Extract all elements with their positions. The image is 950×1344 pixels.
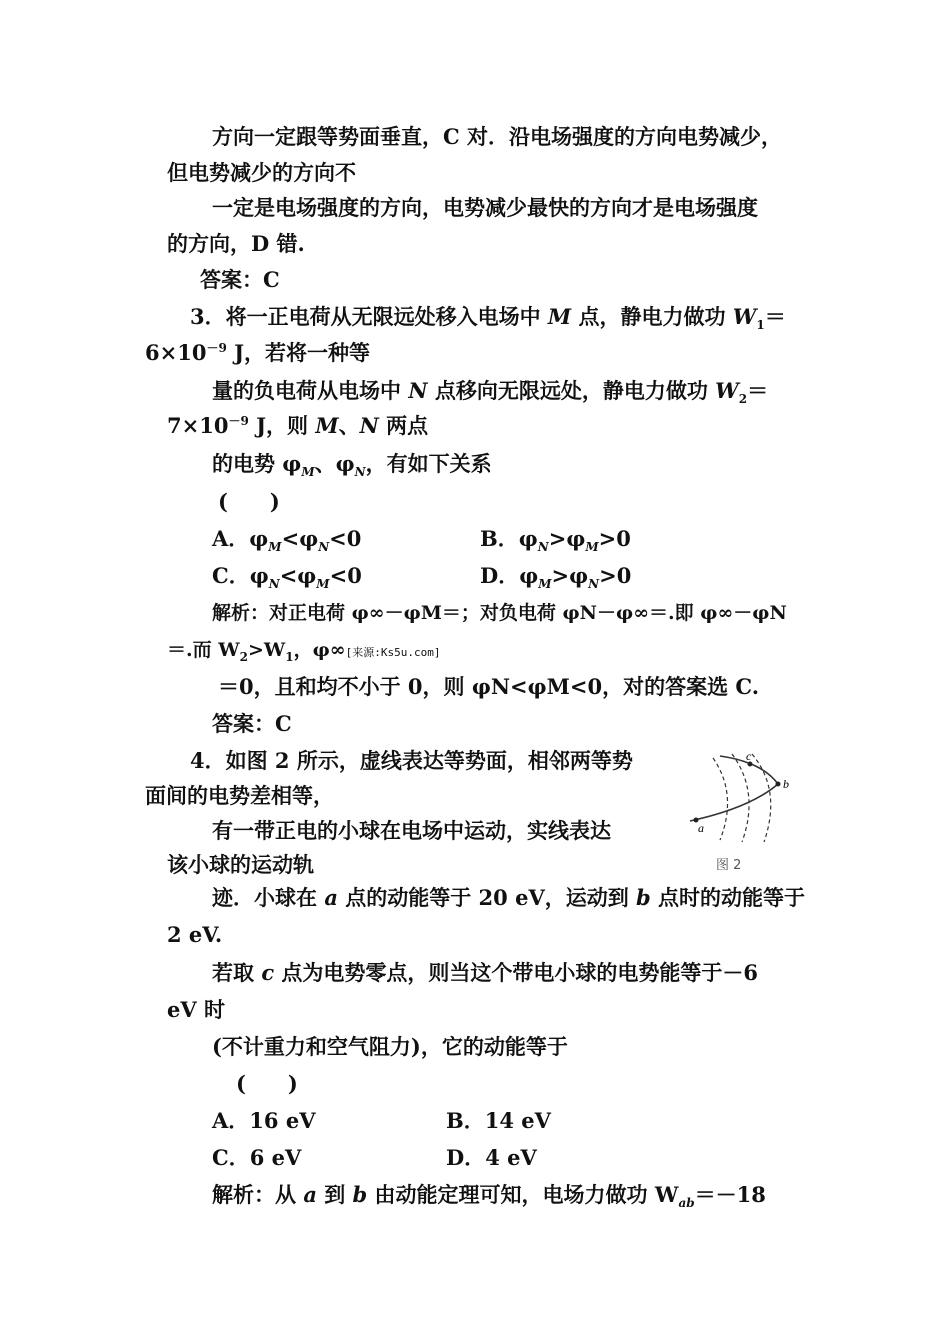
- equipotential-line: [732, 754, 749, 842]
- var-b: b: [352, 1182, 368, 1207]
- question-3-line: [212, 451, 492, 480]
- subscript: N: [537, 540, 549, 555]
- text: 若取: [212, 960, 262, 985]
- text: J，若将一种等: [226, 340, 371, 365]
- text: 解析：从: [212, 1182, 304, 1207]
- subscript: 1: [285, 649, 294, 664]
- text: C．φ: [212, 563, 269, 588]
- label-c: c: [746, 749, 752, 763]
- text: >W: [247, 639, 286, 661]
- option-d: D．4 eV: [446, 1145, 537, 1170]
- text: 迹．小球在: [212, 885, 325, 910]
- text: 由动能定理可知，电场力做功 W: [367, 1182, 679, 1207]
- question-3-line: [190, 304, 786, 333]
- var-M: M: [315, 413, 339, 438]
- text: ，有如下关系: [365, 451, 492, 476]
- figure-caption: 图 2: [716, 858, 742, 873]
- label-b: b: [783, 777, 789, 791]
- text: 3．将一正电荷从无限远处移入电场中: [190, 304, 548, 329]
- text: 点的动能等于 20 eV，运动到: [337, 885, 637, 910]
- text: 量的负电荷从电场中: [212, 378, 409, 403]
- text: 两点: [378, 413, 429, 438]
- text: 的电势 φ: [212, 451, 302, 476]
- var-W: W: [715, 378, 739, 403]
- text: B．φ: [480, 526, 538, 551]
- text: ＝: [764, 304, 786, 329]
- source-note: [来源:Ks5u.com]: [345, 646, 441, 659]
- text-line: 一定是电场强度的方向，电势减少最快的方向才是电场强度: [212, 195, 758, 220]
- option-d: [480, 563, 632, 592]
- var-a: a: [303, 1182, 317, 1207]
- equipotential-figure: [680, 748, 810, 878]
- subscript: N: [588, 577, 600, 592]
- trajectory-line: [690, 756, 778, 821]
- text: ＝.而 W: [167, 639, 240, 661]
- text-line: 方向一定跟等势面垂直，C 对．沿电场强度的方向电势减少，: [212, 124, 783, 149]
- question-4-line: eV 时: [167, 997, 225, 1022]
- option-a: [212, 526, 362, 555]
- subscript: ab: [678, 1196, 695, 1211]
- option-a: A．16 eV: [212, 1108, 316, 1133]
- text: >φ: [551, 563, 589, 588]
- answer-blank: ( ): [236, 1071, 298, 1096]
- question-3-line: [167, 413, 428, 439]
- question-3-line: [212, 378, 769, 407]
- subscript: M: [301, 465, 315, 480]
- text: >0: [598, 526, 631, 551]
- subscript: N: [318, 540, 330, 555]
- text: J，则: [248, 413, 316, 438]
- text: ＝－18: [694, 1182, 766, 1207]
- text: 到: [316, 1182, 353, 1207]
- text: 点，静电力做功: [571, 304, 733, 329]
- subscript: N: [268, 577, 280, 592]
- text: 6×10: [145, 340, 207, 365]
- text: ＝: [747, 378, 769, 403]
- text-line: 的方向，D 错.: [167, 231, 305, 256]
- text: 点移向无限远处，静电力做功: [427, 378, 716, 403]
- text: <0: [329, 526, 362, 551]
- option-b: B．14 eV: [446, 1108, 551, 1133]
- subscript: M: [316, 577, 330, 592]
- subscript: N: [354, 465, 366, 480]
- text: 、φ: [314, 451, 355, 476]
- answer-line: 答案：C: [212, 711, 292, 736]
- text: 点为电势零点，则当这个带电小球的电势能等于－6: [274, 960, 759, 985]
- text: <φ: [281, 526, 319, 551]
- question-4-line: 该小球的运动轨: [167, 852, 314, 877]
- question-4-line: 面间的电势差相等，: [145, 783, 334, 808]
- question-4-line: 2 eV.: [167, 922, 223, 947]
- equipotential-line: [752, 754, 771, 842]
- point-b: [776, 782, 781, 787]
- label-a: a: [698, 821, 704, 835]
- subscript: M: [585, 540, 599, 555]
- text: 、: [338, 413, 360, 438]
- subscript: M: [538, 577, 552, 592]
- answer-blank: ( ): [218, 489, 280, 514]
- superscript: －9: [228, 414, 249, 428]
- var-N: N: [408, 378, 428, 403]
- subscript: 2: [738, 392, 748, 407]
- question-4-line: (不计重力和空气阻力)，它的动能等于: [212, 1034, 568, 1059]
- superscript: －9: [206, 341, 227, 355]
- text-line: 但电势减少的方向不: [167, 160, 356, 185]
- subscript: M: [268, 540, 282, 555]
- var-a: a: [324, 885, 338, 910]
- text: 点时的动能等于: [650, 885, 806, 910]
- text: 7×10: [167, 413, 229, 438]
- question-4-line: [212, 885, 805, 911]
- equipotential-line: [713, 758, 728, 840]
- explanation-line: [212, 1182, 766, 1211]
- option-c: [212, 563, 362, 592]
- option-b: [480, 526, 631, 555]
- question-4-line: 有一带正电的小球在电场中运动，实线表达: [212, 818, 611, 843]
- text: >0: [599, 563, 632, 588]
- text: D．φ: [480, 563, 539, 588]
- var-c: c: [261, 960, 275, 985]
- text: <φ: [279, 563, 317, 588]
- explanation-line: 解析：对正电荷 φ∞－φM＝；对负电荷 φN－φ∞＝.即 φ∞－φN: [212, 602, 787, 624]
- answer-line: 答案：C: [200, 267, 280, 292]
- var-M: M: [547, 304, 572, 329]
- question-4-line: [212, 960, 758, 986]
- var-b: b: [636, 885, 651, 910]
- text: >φ: [548, 526, 586, 551]
- text: <0: [329, 563, 362, 588]
- subscript: 2: [239, 649, 248, 664]
- option-c: C．6 eV: [212, 1145, 302, 1170]
- question-3-line: [145, 340, 370, 366]
- text: A．φ: [212, 526, 269, 551]
- text: ，φ∞: [293, 639, 346, 661]
- var-N: N: [359, 413, 379, 438]
- var-W: W: [732, 304, 757, 329]
- explanation-line: ＝0，且和均不小于 0，则 φN<φM<0，对的答案选 C.: [218, 674, 760, 699]
- subscript: 1: [756, 318, 765, 333]
- explanation-line: [167, 637, 440, 666]
- question-4-line: 4．如图 2 所示，虚线表达等势面，相邻两等势: [190, 748, 633, 773]
